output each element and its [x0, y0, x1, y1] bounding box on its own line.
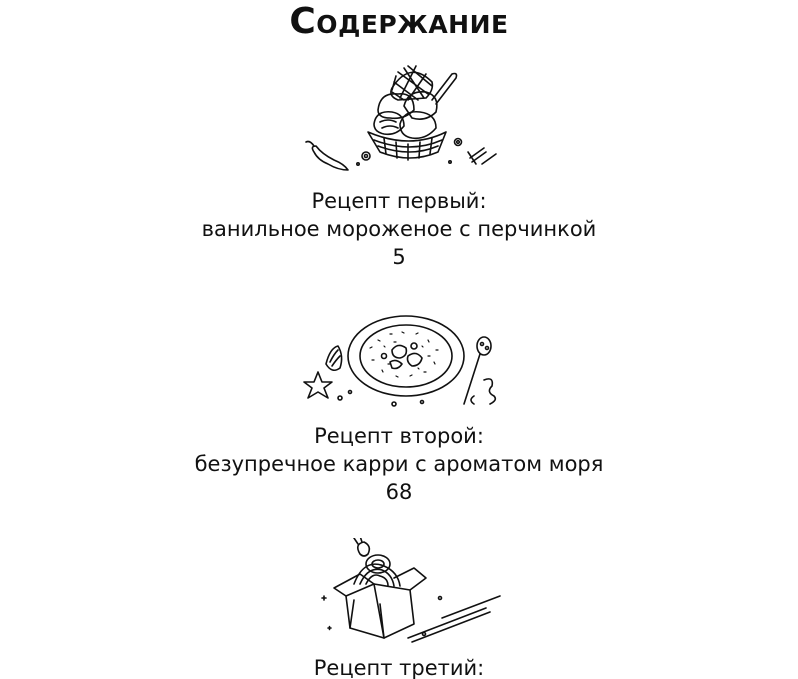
contents-entry-3[interactable]: [0, 654, 798, 679]
entry-page-number: 5: [392, 245, 406, 269]
page-title: Содержание: [289, 1, 509, 42]
contents-entry-1[interactable]: [0, 187, 798, 271]
contents-entry-2[interactable]: [0, 422, 798, 506]
entry-heading: Рецепт второй:: [314, 424, 484, 448]
curry-plate-icon: [298, 312, 508, 412]
entry-heading: Рецепт третий:: [313, 656, 485, 679]
noodle-box-icon: [314, 538, 514, 648]
ice-cream-basket-icon: [300, 60, 510, 180]
entry-page-number: 68: [385, 480, 413, 504]
entry-heading: Рецепт первый:: [311, 189, 487, 213]
entry-recipe-name: ванильное мороженое с перчинкой: [201, 217, 597, 241]
entry-recipe-name: безупречное карри с ароматом моря: [194, 452, 604, 476]
